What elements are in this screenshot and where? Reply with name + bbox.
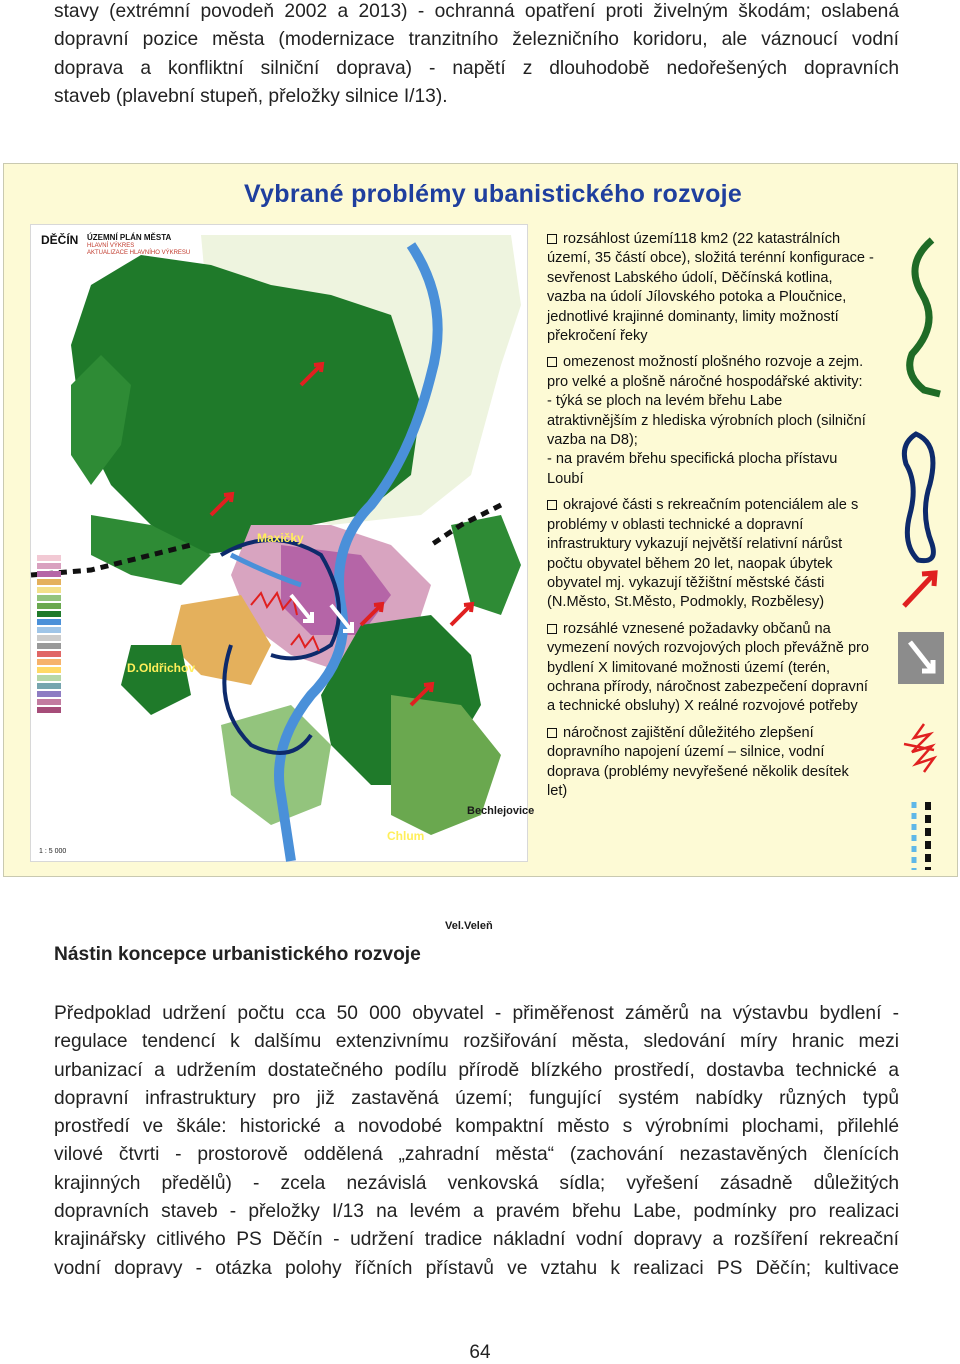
- intro-paragraph: [54, 0, 899, 111]
- red-scribble-icon: [904, 724, 934, 772]
- body-line: krajinářsky citlivého PS Děčín - udržení tradice nákladní vodní dopravy a rozšíření rekreační: [54, 1229, 899, 1251]
- map-label-bechlejovice: Bechlejovice: [467, 805, 535, 817]
- map-label-chlum: Chlum: [387, 829, 425, 843]
- checkbox-icon: [547, 357, 557, 367]
- map-plan-title: ÚZEMNÍ PLÁN MĚSTA: [87, 233, 172, 242]
- map-plan-subtitle: HLAVNÍ VÝKRES: [87, 243, 135, 249]
- intro-line: staveb (plavební stupeň, přeložky silnice I/13).: [54, 85, 448, 107]
- map-label-maxicky: Maxičky: [257, 531, 304, 545]
- map-header: [37, 231, 237, 265]
- green-river-curve-icon: [910, 240, 940, 394]
- body-line: vilové čtvrti - prostorově oddělená „zahradní města“ (zachování nezastavěných členících: [54, 1144, 899, 1166]
- body-line: vodní dopravy - otázka polohy říčních přístavů ve vztahu k realizaci PS Děčín; kultivace: [54, 1257, 899, 1279]
- problem-item: rozsáhlost území118 km2 (22 katastrálních území, 35 částí obce), složitá terénní konfigurace - sevřenost Labského údolí, Děčínská kotlina, vazba na údolí Jílovského potoka a Ploučnice, jednotlivé krajinné dominanty, limity možností překročení řeky: [547, 231, 874, 345]
- problem-item: náročnost zajištění důležitého zlepšení dopravního napojení území – silnice, vodní doprava (problémy nevyřešené několik desítek let): [547, 724, 849, 799]
- white-arrow-icon: [898, 632, 944, 684]
- body-line: regulace tendencí k dalšímu extenzivnímu rozšiřování města, sledování míry hranic mezi: [54, 1031, 899, 1053]
- intro-line: dopravní pozice města (modernizace tranzitního železničního koridoru, ale váznoucí vodní: [54, 29, 899, 51]
- body-line: urbanizací a udržením dostatečného podílu přírodě blízkého prostředí, dostavba technické a: [54, 1059, 899, 1081]
- map-plan-subtitle: AKTUALIZACE HLAVNÍHO VÝKRESU: [87, 250, 191, 256]
- red-arrow-icon: [904, 573, 935, 606]
- page-number: 64: [469, 1342, 491, 1363]
- city-map: [30, 224, 535, 932]
- section-heading: Nástin koncepce urbanistického rozvoje: [54, 944, 421, 965]
- checkbox-icon: [547, 234, 557, 244]
- problem-item: omezenost možností plošného rozvoje a zejm. pro velké a plošně náročné hospodářské aktivity: - týká se ploch na levém břehu Labe atraktivnějším z hlediska výrobních ploch (silniční vazba na D8); - na pravém břehu specifická plocha přístavu Loubí: [547, 354, 866, 487]
- map-label-velen: Vel.Veleň: [445, 920, 493, 932]
- body-line: dopravní infrastruktury pro již zastavěná území; fungující systém nabídky různých typů: [54, 1087, 899, 1109]
- intro-line: doprava a konfliktní silniční doprava) - napětí z dlouhodobě nedořešených dopravních: [54, 57, 899, 79]
- map-scale: 1 : 5 000: [39, 848, 67, 855]
- dashed-road-icon: [914, 802, 928, 870]
- checkbox-icon: [547, 500, 557, 510]
- map-legend: [37, 555, 65, 845]
- problem-list: [547, 230, 907, 808]
- body-line: dopravních staveb - přeložky I/13 na levém a pravém břehu Labe, podmínky pro realizaci: [54, 1201, 899, 1223]
- problem-item: okrajové části s rekreačním potenciálem ale s problémy v oblasti technické a dopravní infrastruktury vykazují největší relativní nárůst počtu obyvatel během 20 let, naopak úbytek obyvatel mj. vykazují těžištní městské části (N.Město, St.Město, Podmokly, Rozbělesy): [547, 497, 859, 611]
- symbol-column: [894, 224, 954, 864]
- map-city-name: DĚČÍN: [41, 233, 79, 247]
- map-label-oldrichov: D.Oldřichov: [127, 661, 196, 675]
- blue-river-outline-icon: [904, 434, 933, 561]
- body-line: krajinných předělů) - zcela nezávislá venkovská sídla; vyřešení zásadně důležitých: [54, 1172, 899, 1194]
- figure-title: Vybrané problémy ubanistického rozvoje: [244, 180, 743, 208]
- body-line: Předpoklad udržení počtu cca 50 000 obyvatel - přiměřenost záměrů na výstavbu bydlení -: [54, 1003, 899, 1024]
- intro-line: stavy (extrémní povodeň 2002 a 2013) - ochranná opatření proti živelným škodám; oslabená: [54, 1, 899, 22]
- problem-item: rozsáhlé vznesené požadavky občanů na vymezení nových rozvojových ploch převážně pro bydlení X limitované možnosti území (terén, ochrana přírody, náročnost zabezpečení dopravní a technické obsluhy) X reálné rozvojové potřeby: [547, 620, 870, 715]
- checkbox-icon: [547, 624, 557, 634]
- checkbox-icon: [547, 728, 557, 738]
- body-line: prostředí ve škále: historické a novodobé kompaktní město s výrobními plochami, přilehlé: [54, 1116, 899, 1138]
- problems-figure: [3, 163, 958, 932]
- body-paragraph: [54, 1000, 899, 1283]
